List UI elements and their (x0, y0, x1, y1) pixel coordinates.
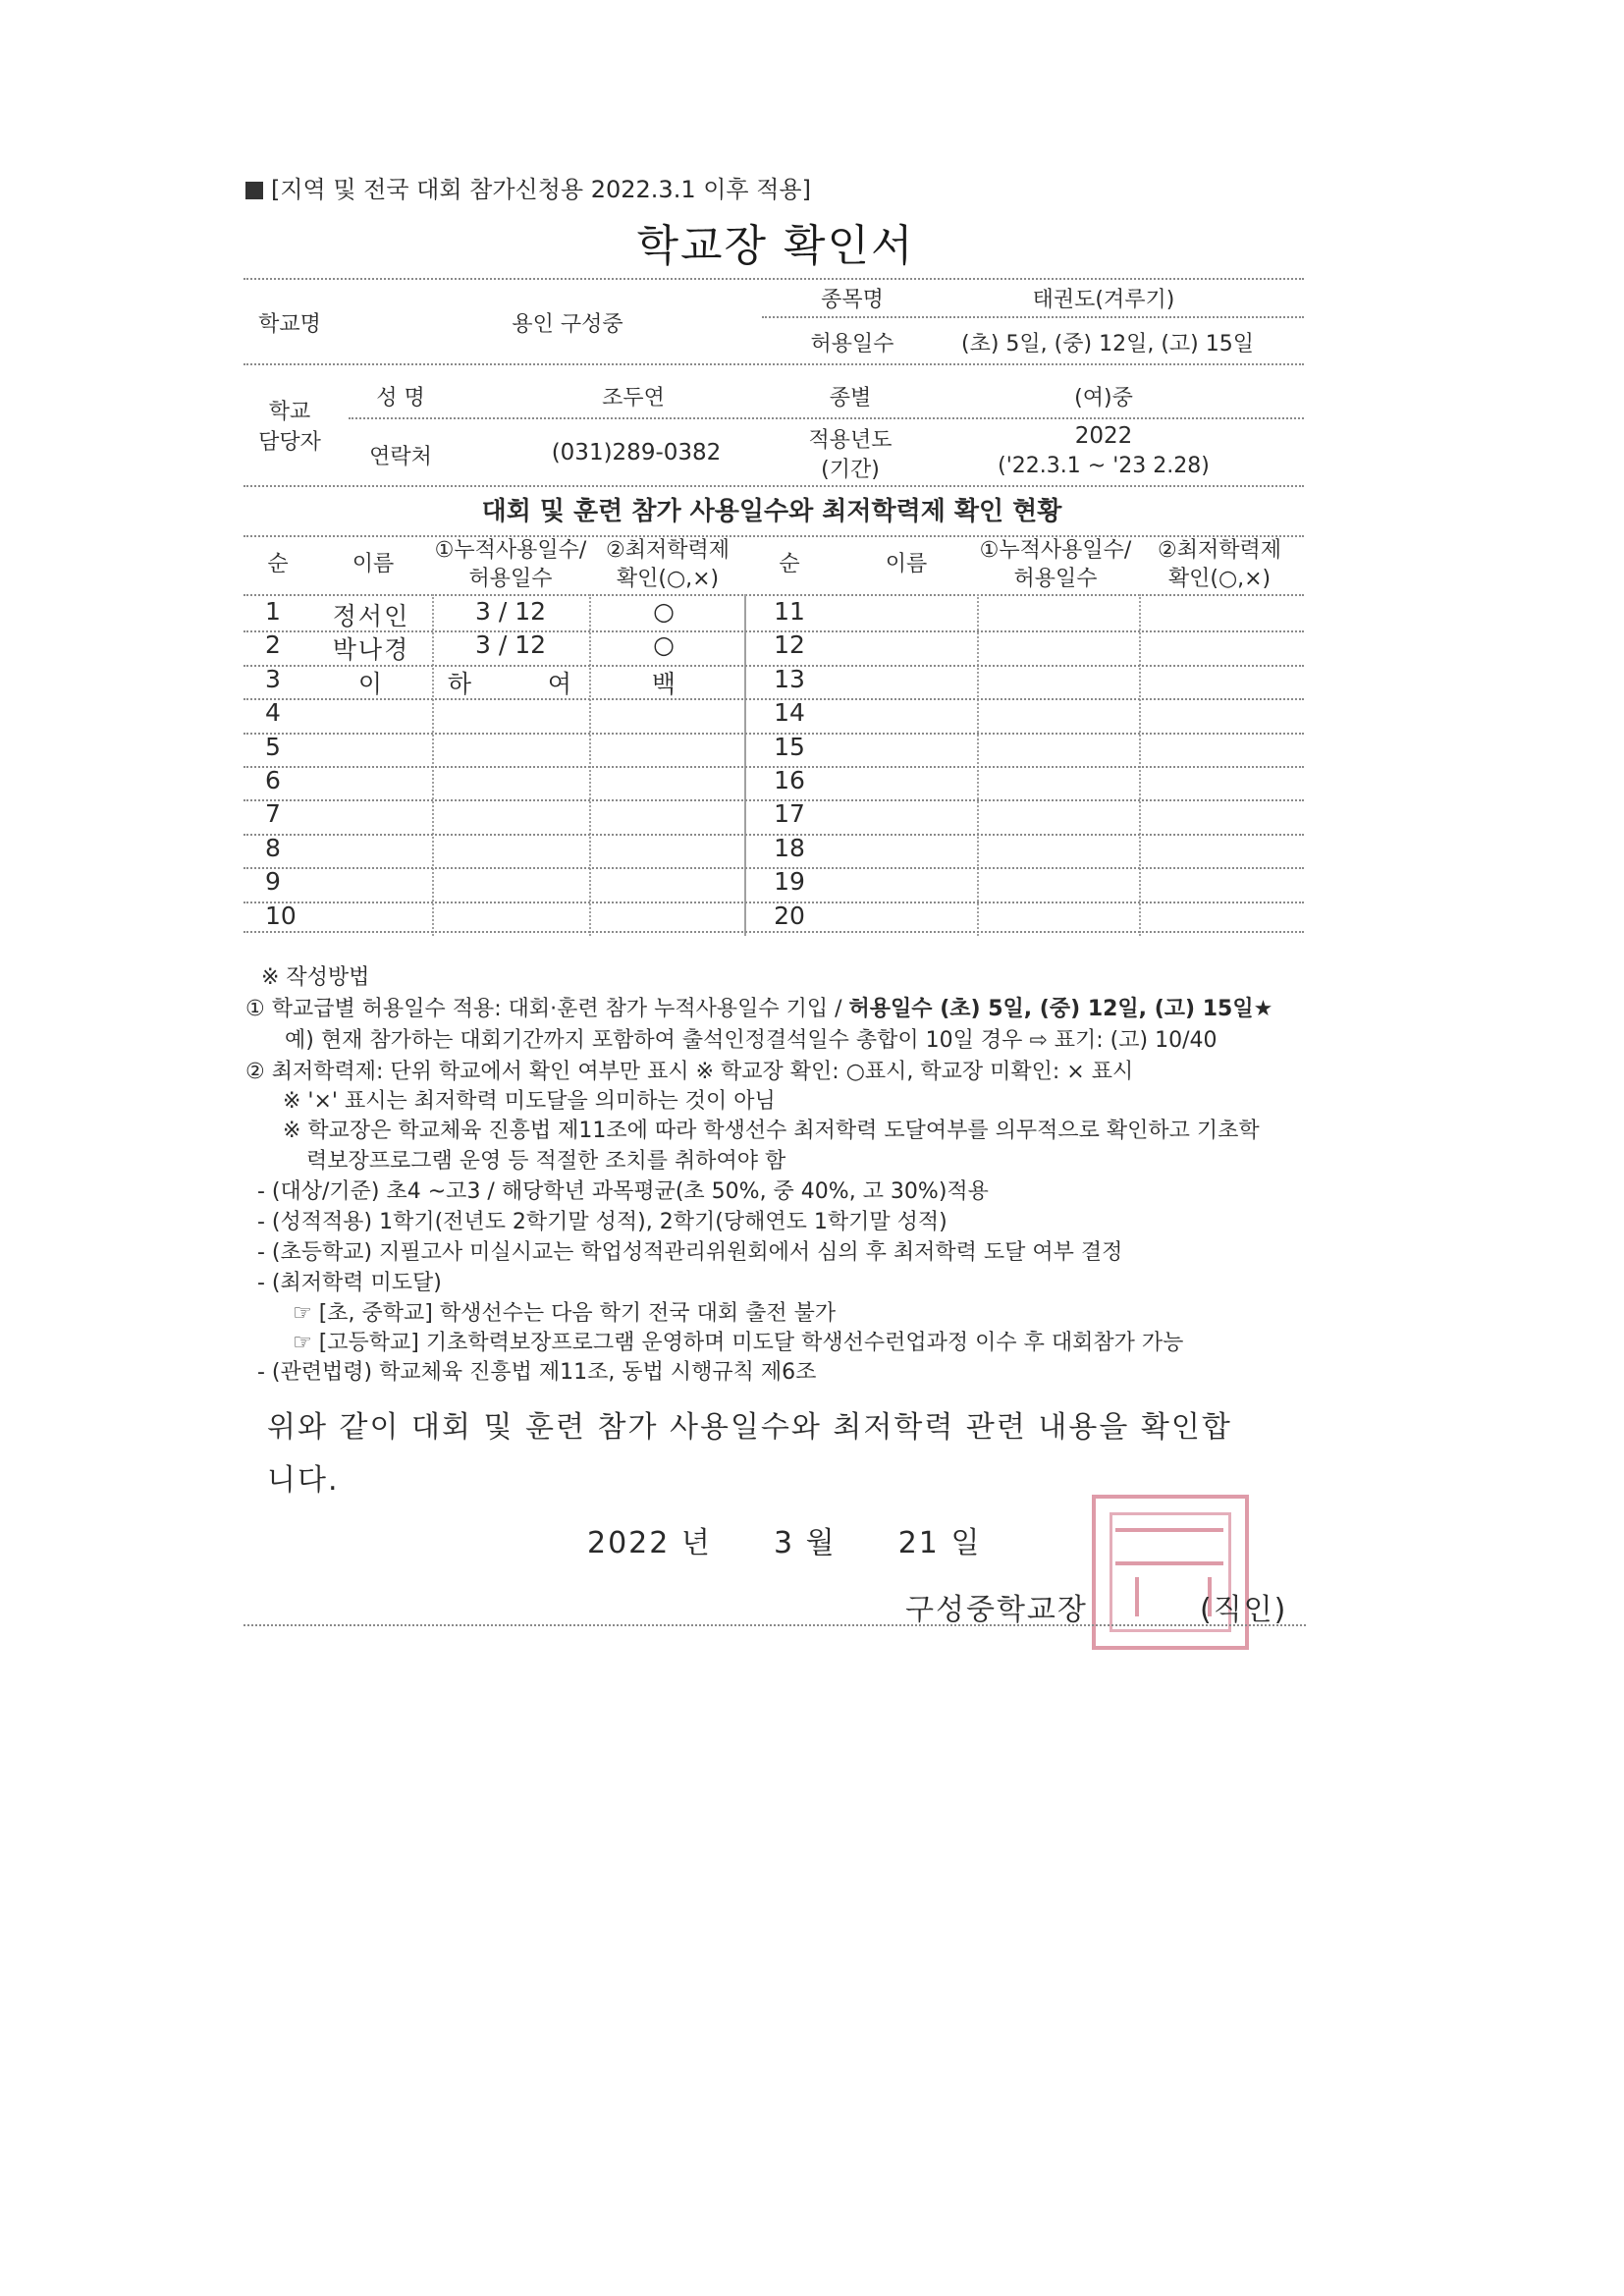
divider (762, 316, 1304, 318)
status-title: 대회 및 훈련 참가 사용일수와 최저학력제 확인 현황 (481, 497, 1062, 526)
row-number: 8 (265, 833, 281, 862)
row-number: 12 (774, 630, 805, 660)
row-number: 14 (774, 698, 805, 728)
divider (244, 594, 1304, 596)
row-number: 7 (265, 799, 281, 829)
instruction-line: 예) 현재 참가하는 대회기간까지 포함하여 출석인정결석일수 총합이 10일 경우 ⇨ 표기: (고) 10/40 (285, 1028, 1218, 1053)
row-number: 1 (265, 597, 281, 626)
year-value: 2022 (1074, 423, 1133, 449)
school-value: 용인 구성중 (512, 312, 623, 337)
header-no-right: 순 (779, 552, 800, 576)
name-label: 성 명 (376, 386, 425, 410)
row-number: 10 (265, 901, 297, 930)
row-number: 16 (774, 766, 805, 794)
square-bullet-icon (245, 182, 263, 199)
page-title: 학교장 확인서 (636, 221, 915, 271)
column-divider (977, 594, 979, 936)
student-name: 정서인 (332, 602, 410, 630)
row-number: 18 (774, 833, 805, 862)
header-days-right-line2: 허용일수 (1013, 567, 1098, 591)
row-number: 13 (774, 664, 805, 693)
student-name: 이 (357, 669, 385, 698)
row-number: 5 (265, 732, 281, 761)
contact-value: (031)289-0382 (551, 440, 722, 465)
header-name-right: 이름 (885, 552, 928, 576)
confirm-line2: 니다. (267, 1463, 340, 1498)
days-used: 하 (447, 669, 472, 698)
period-value: ('22.3.1 ~ '23 2.28) (998, 454, 1210, 478)
header-check-line1: ②최저학력제 (606, 538, 730, 563)
instruction-line: 력보장프로그램 운영 등 적절한 조치를 취하여야 함 (306, 1149, 786, 1174)
row-number: 3 (265, 664, 281, 693)
instruction-line: ☞ [고등학교] 기초학력보장프로그램 운영하며 미도달 학생선수런업과정 이수 후 대회참가 가능 (293, 1331, 1184, 1355)
column-divider (589, 594, 591, 936)
row-number: 9 (265, 867, 281, 897)
student-name: 박나경 (332, 635, 410, 665)
min-academic-check: ○ (653, 630, 675, 660)
divider (244, 363, 1304, 365)
instruction-line: - (초등학교) 지필고사 미실시교는 학업성적관리위원회에서 심의 후 최저학력 도달 여부 결정 (257, 1240, 1123, 1265)
seal-label: (직인) (1200, 1593, 1288, 1627)
row-number: 2 (265, 630, 281, 660)
instruction-line: ② 최저학력제: 단위 학교에서 확인 여부만 표시 ※ 학교장 확인: ○표시, 학교장 미확인: × 표시 (245, 1060, 1134, 1084)
divider (244, 485, 1304, 487)
allowed-days-value: (초) 5일, (중) 12일, (고) 15일 (961, 332, 1254, 356)
days-used: 3 / 12 (474, 597, 547, 626)
header-days-line1: ①누적사용일수/ (434, 538, 587, 563)
contact-label: 연락처 (369, 445, 432, 469)
allowed-days-label: 허용일수 (810, 332, 894, 356)
division-value: (여)중 (1074, 386, 1133, 410)
header-check-right-line2: 확인(○,×) (1167, 567, 1272, 591)
divider (244, 535, 1304, 537)
year-label-line2: (기간) (821, 458, 880, 482)
row-number: 6 (265, 766, 281, 794)
instructions-heading: ※ 작성방법 (261, 965, 370, 990)
days-used: 3 / 12 (474, 630, 547, 660)
school-label: 학교명 (258, 312, 321, 337)
division-label: 종별 (829, 386, 872, 410)
school-head: 구성중학교장 (905, 1593, 1088, 1627)
confirm-line1: 위와 같이 대회 및 훈련 참가 사용일수와 최저학력 관련 내용을 확인합 (267, 1410, 1232, 1445)
instruction-line: - (대상/기준) 초4 ~고3 / 해당학년 과목평균(초 50%, 중 40%, 고 30%)적용 (257, 1179, 989, 1204)
column-divider (1139, 594, 1141, 936)
row-number: 20 (774, 901, 805, 930)
instruction-line: ☞ [초, 중학교] 학생선수는 다음 학기 전국 대회 출전 불가 (293, 1301, 837, 1326)
row-number: 19 (774, 867, 805, 897)
header-check-right-line1: ②최저학력제 (1158, 538, 1281, 563)
column-divider (744, 594, 746, 936)
instruction-line: - (최저학력 미도달) (257, 1271, 442, 1295)
divider (244, 278, 1304, 280)
event-label: 종목명 (821, 288, 884, 312)
table-bottom-divider (244, 931, 1304, 933)
date: 2022 년 3 월 21 일 (587, 1526, 982, 1560)
row-number: 4 (265, 698, 281, 728)
row-number: 11 (774, 597, 805, 626)
header-days-line2: 허용일수 (468, 567, 553, 591)
header-check-line2: 확인(○,×) (616, 567, 720, 591)
divider (349, 417, 1304, 419)
row-number: 15 (774, 732, 805, 761)
header-note: [지역 및 전국 대회 참가신청용 2022.3.1 이후 적용] (245, 170, 811, 204)
event-value: 태권도(겨루기) (1032, 288, 1175, 312)
min-academic-check: 백 (651, 669, 677, 698)
divider (244, 1624, 1306, 1626)
header-no: 순 (267, 552, 289, 576)
instruction-line: ※ '×' 표시는 최저학력 미도달을 의미하는 것이 아님 (283, 1089, 776, 1114)
min-academic-check: ○ (653, 597, 675, 626)
instruction-line: - (성적적용) 1학기(전년도 2학기말 성적), 2학기(당해연도 1학기말 성적) (257, 1210, 947, 1234)
manager-label-line1: 학교 (268, 400, 311, 424)
row-number: 17 (774, 799, 805, 829)
header-name: 이름 (352, 552, 395, 576)
instruction-line: - (관련법령) 학교체육 진흥법 제11조, 동법 시행규칙 제6조 (257, 1360, 817, 1385)
column-divider (432, 594, 434, 936)
header-days-right-line1: ①누적사용일수/ (979, 538, 1132, 563)
instruction-line: ① 학교급별 허용일수 적용: 대회·훈련 참가 누적사용일수 기입 / 허용일수 (초) 5일, (중) 12일, (고) 15일★ (245, 997, 1273, 1021)
days-used: 여 (547, 669, 572, 698)
year-label-line1: 적용년도 (808, 428, 893, 453)
name-value: 조두연 (602, 386, 665, 410)
manager-label-line2: 담당자 (258, 430, 321, 455)
instruction-line: ※ 학교장은 학교체육 진흥법 제11조에 따라 학생선수 최저학력 도달여부를 의무적으로 확인하고 기초학 (283, 1119, 1260, 1143)
